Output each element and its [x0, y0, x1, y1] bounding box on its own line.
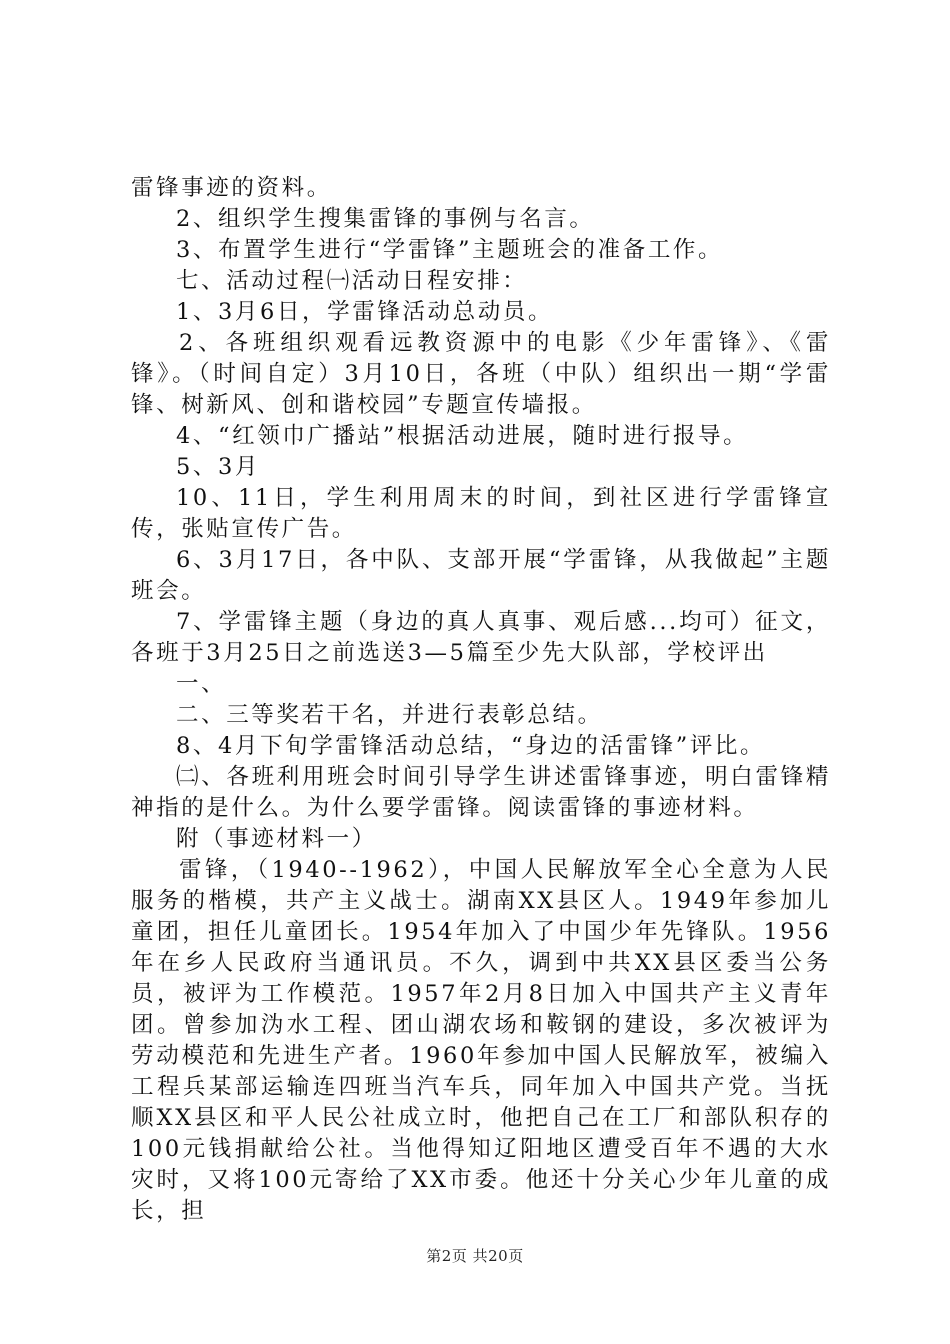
paragraph-4: 七、活动过程㈠活动日程安排： [176, 268, 528, 294]
paragraph-11: 7、学雷锋主题（身边的真人真事、观后感...均可）征文，各班于3月25日之前选送3—5篇至少先大队部，学校评出 [131, 609, 831, 666]
page-footer: 第2页 共20页 [426, 1247, 524, 1265]
document-body [131, 173, 831, 1227]
paragraph-16: 附（事迹材料一） [176, 826, 377, 852]
paragraph-13: 二、三等奖若干名，并进行表彰总结。 [176, 702, 603, 728]
paragraph-12: 一、 [176, 671, 227, 697]
paragraph-8: 5、3月 [176, 454, 261, 480]
paragraph-5: 1、3月6日，学雷锋活动总动员。 [176, 299, 554, 325]
paragraph-14: 8、4月下旬学雷锋活动总结，“身边的活雷锋”评比。 [176, 733, 766, 759]
paragraph-9: 10、11日，学生利用周末的时间，到社区进行学雷锋宣传，张贴宣传广告。 [131, 485, 831, 542]
paragraph-17: 雷锋，（1940--1962），中国人民解放军全心全意为人民服务的楷模，共产主义战士。湖南XX县区人。1949年参加儿童团，担任儿童团长。1954年加入了中国少年先锋队。1956年在乡人民政府当通讯员。不久，调到中共XX县区委当公务员，被评为工作模范。1957年2月8日加入中国共产主义青年团。曾参加沩水工程、团山湖农场和鞍钢的建设，多次被评为劳动模范和先进生产者。1960年参加中国人民解放军，被编入工程兵某部运输连四班当汽车兵，同年加入中国共产党。当抚顺XX县区和平人民公社成立时，他把自己在工厂和部队积存的100元钱捐献给公社。当他得知辽阳地区遭受百年不遇的大水灾时，又将100元寄给了XX市委。他还十分关心少年儿童的成长，担 [131, 857, 831, 1224]
paragraph-3: 3、布置学生进行“学雷锋”主题班会的准备工作。 [176, 237, 724, 263]
paragraph-1: 雷锋事迹的资料。 [131, 175, 332, 201]
paragraph-10: 6、3月17日，各中队、支部开展“学雷锋，从我做起”主题班会。 [131, 547, 831, 604]
paragraph-7: 4、“红领巾广播站”根据活动进展，随时进行报导。 [176, 423, 749, 449]
paragraph-6: 2、各班组织观看远教资源中的电影《少年雷锋》、《雷锋》。（时间自定）3月10日，各班（中队）组织出一期“学雷锋、树新风、创和谐校园”专题宣传墙报。 [131, 330, 831, 418]
paragraph-2: 2、组织学生搜集雷锋的事例与名言。 [176, 206, 595, 232]
paragraph-15: ㈡、各班利用班会时间引导学生讲述雷锋事迹，明白雷锋精神指的是什么。为什么要学雷锋。阅读雷锋的事迹材料。 [131, 764, 831, 821]
